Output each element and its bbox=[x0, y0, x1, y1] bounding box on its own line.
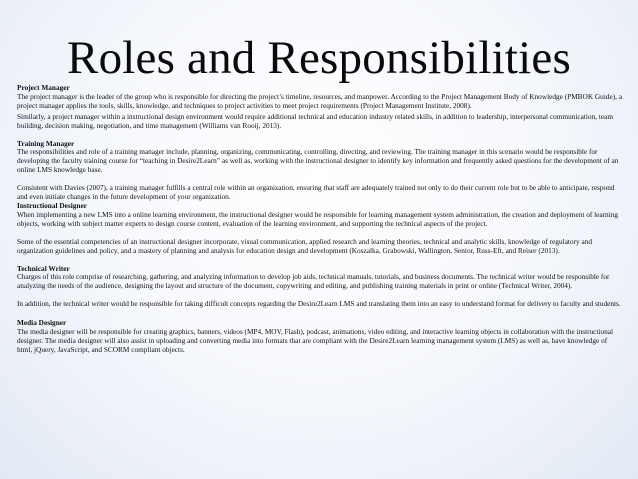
section-heading: Training Manager bbox=[17, 138, 75, 148]
section-training-manager bbox=[17, 140, 623, 202]
section-media-designer bbox=[17, 319, 623, 355]
slide-title: Roles and Responsibilities bbox=[67, 32, 571, 84]
section-paragraph: The media designer will be responsible for creating graphics, banners, videos (MP4, MOV, Flash), podcast, animations, video editing, and interactive learning objects in collaboration with the instructional designer. The media designer will also assist in uploading and converting media into formats that are compliant with the Desire2Learn learning management system (LMS) as well as, have knowledge of html, jQuery, JavaScript, and SCORM compliant objects. bbox=[17, 327, 614, 354]
section-technical-writer bbox=[17, 265, 623, 310]
section-paragraph: Charges of this role comprise of researching, gathering, and analyzing information to develop job aids, technical manuals, tutorials, and business documents. The technical writer would be responsible for analyzing the needs of the audience, designing the layout and structure of the document, copywriting and editing, and publishing training materials in print or online (Technical Writer, 2004). bbox=[17, 272, 610, 291]
section-heading: Media Designer bbox=[17, 318, 67, 328]
slide-body bbox=[17, 84, 623, 355]
section-paragraph: The responsibilities and role of a training manager include, planning, organizing, communicating, controlling, directing, and reviewing. The training manager in this scenario would be responsible for developing the faculty training course for “teaching in Desire2Learn” as well as, working with the instructional designer to identify key information and frequently asked questions for the development of an online LMS knowledge base. bbox=[17, 147, 619, 175]
section-paragraph: Some of the essential competencies of an instructional designer incorporate, visual communication, applied research and learning theories, technical and analytic skills, knowledge of regulatory and organization guidelines and policy, and a mastery of planning and analysis for education design and development (Koszalka, Grabowski, Wallington, Senior, Russ-Eft, and Reiser (2013). bbox=[17, 236, 593, 255]
section-paragraph: Similarly, a project manager within a instructional design environment would require additional technical and education industry related skills, in addition to leadership, interpersonal communication, team building, decision making, negotiation, and time management (Williams van Rooij, 2013). bbox=[17, 111, 614, 130]
section-heading: Project Manager bbox=[17, 83, 70, 92]
section-paragraph: When implementing a new LMS into a online learning environment, the instructional designer would be responsible for learning management system administration, the creation and deployment of learning objects, working with subject matter experts to design course content, evaluation of the learning environment, and supporting the technical aspects of the project. bbox=[17, 209, 619, 228]
section-heading: Instructional Designer bbox=[17, 200, 87, 210]
section-heading: Technical Writer bbox=[17, 263, 70, 273]
section-paragraph: The project manager is the leader of the group who is responsible for directing the project’s timeline, resources, and manpower. According to the Project Management Body of Knowledge (PMBOK Guide), a project manager applies the tools, skills, knowledge, and techniques to project activities to meet project requirements (Project Management Institute, 2008). bbox=[17, 91, 623, 110]
section-paragraph: In addition, the technical writer would be responsible for taking difficult concepts regarding the Desire2Learn LMS and translating them into an easy to understand format for delivery to faculty and students. bbox=[17, 299, 621, 309]
section-instructional-designer bbox=[17, 202, 623, 256]
section-paragraph: Consistent with Davies (2007), a training manager fulfills a central role within an organization, ensuring that staff are adequately trained not only to do their current role but to be able to anticipate, respond and even initiate changes in the future development of your organization. bbox=[17, 183, 615, 202]
section-project-manager bbox=[17, 84, 623, 131]
